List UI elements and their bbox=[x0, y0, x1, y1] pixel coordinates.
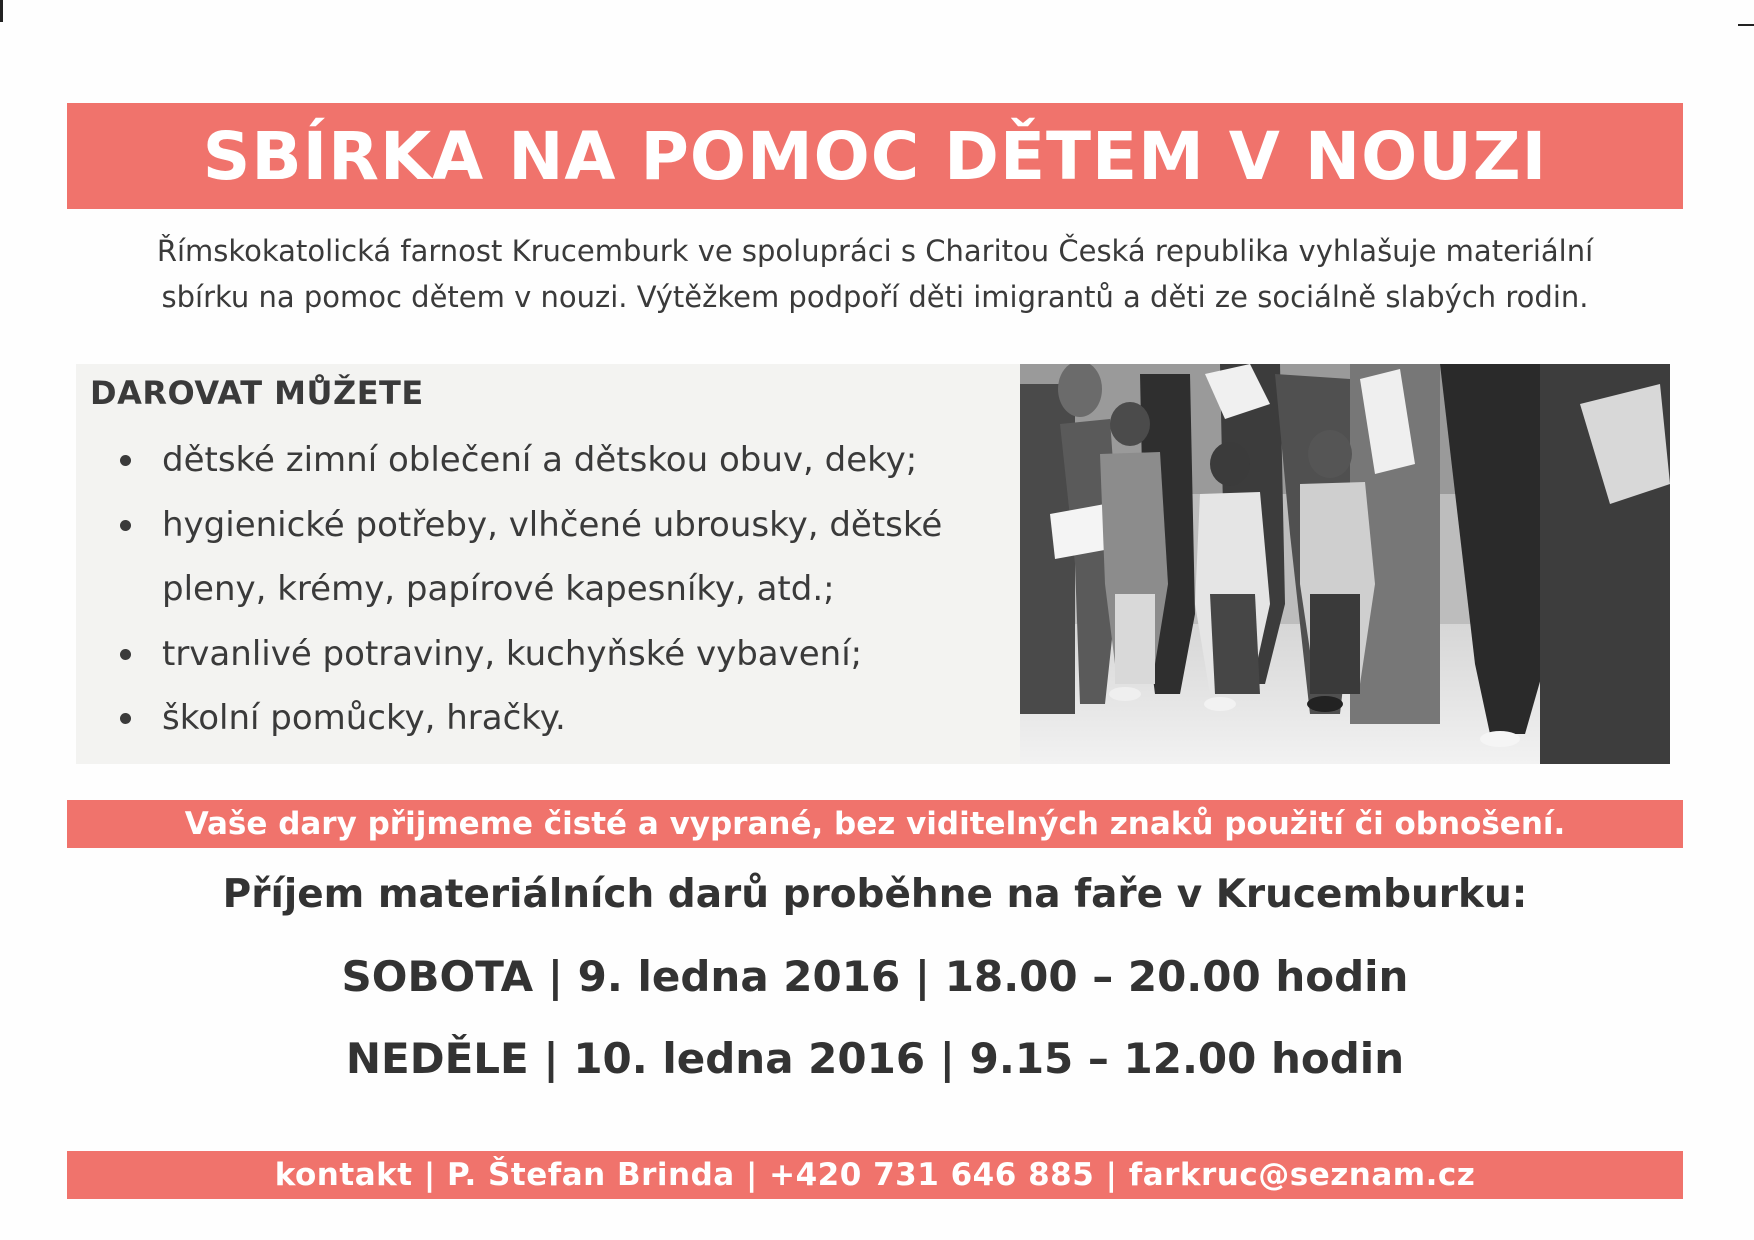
bullet-icon bbox=[120, 713, 131, 724]
intro-line: sbírku na pomoc dětem v nouzi. Výtěžkem podpoří děti imigrantů a děti ze sociálně slabých rodin. bbox=[161, 280, 1589, 314]
schedule-heading: Příjem materiálních darů proběhne na faře v Krucemburku: bbox=[222, 872, 1528, 917]
donation-item bbox=[120, 428, 1000, 493]
donation-list bbox=[120, 428, 1000, 751]
donation-heading: DAROVAT MŮŽETE bbox=[90, 374, 424, 412]
intro-paragraph bbox=[67, 228, 1683, 320]
donation-item-text: školní pomůcky, hračky. bbox=[162, 698, 566, 738]
title-banner bbox=[67, 103, 1683, 209]
bullet-icon bbox=[120, 520, 131, 531]
notice-banner bbox=[67, 800, 1683, 848]
donation-item-text: trvanlivé potraviny, kuchyňské vybavení; bbox=[162, 633, 863, 674]
donation-item-text: pleny, krémy, papírové kapesníky, atd.; bbox=[162, 569, 835, 609]
page-title: SBÍRKA NA POMOC DĚTEM V NOUZI bbox=[202, 117, 1548, 195]
intro-line: Římskokatolická farnost Krucemburk ve spolupráci s Charitou Česká republika vyhlašuje materiální bbox=[156, 234, 1594, 268]
donation-item-text: dětské zimní oblečení a dětskou obuv, deky; bbox=[162, 440, 918, 480]
contact-text: kontakt | P. Štefan Brinda | +420 731 646 885 | farkruc@seznam.cz bbox=[274, 1157, 1476, 1193]
photo-illustration bbox=[1020, 364, 1670, 764]
photo-of-children-and-adults bbox=[1020, 364, 1670, 764]
donation-item bbox=[120, 686, 1000, 751]
bullet-icon bbox=[120, 455, 131, 466]
schedule-saturday: SOBOTA | 9. ledna 2016 | 18.00 – 20.00 hodin bbox=[341, 952, 1409, 1001]
notice-text: Vaše dary přijmeme čisté a vyprané, bez viditelných znaků použití či obnošení. bbox=[184, 806, 1566, 842]
donation-panel bbox=[76, 364, 1020, 764]
schedule-sunday: NEDĚLE | 10. ledna 2016 | 9.15 – 12.00 hodin bbox=[345, 1034, 1405, 1083]
bullet-icon bbox=[120, 649, 131, 660]
donation-item bbox=[120, 493, 1000, 622]
donation-item-text: hygienické potřeby, vlhčené ubrousky, dětské bbox=[162, 504, 943, 545]
contact-banner bbox=[67, 1151, 1683, 1199]
donation-item bbox=[120, 622, 1000, 687]
scan-edge-mark bbox=[1738, 24, 1754, 26]
scan-edge-mark bbox=[0, 0, 3, 22]
